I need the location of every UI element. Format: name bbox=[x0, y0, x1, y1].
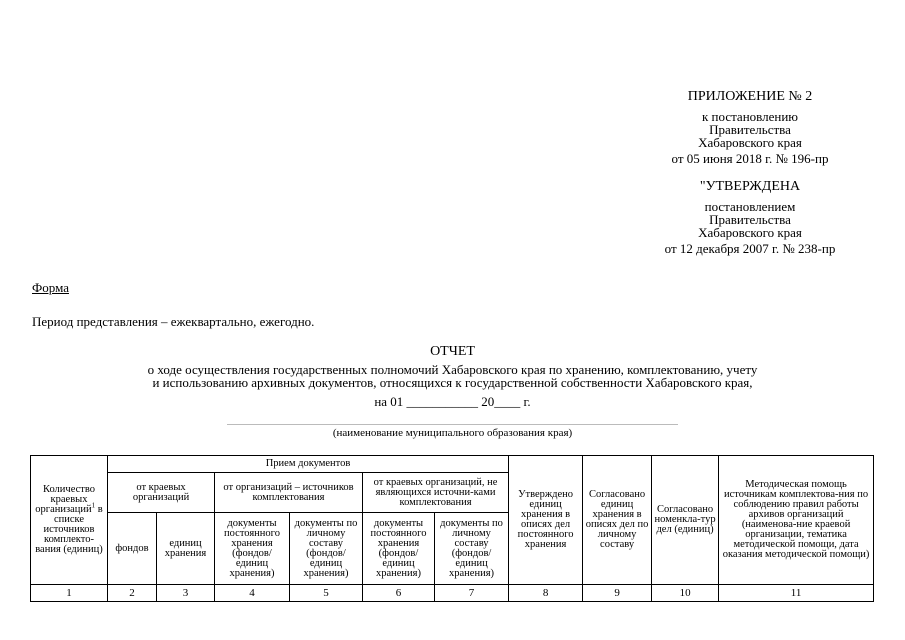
header-cell-agreed-units: Согласовано единиц хранения в описях дел по личному составу bbox=[583, 456, 652, 585]
column-number: 1 bbox=[31, 585, 108, 602]
column-number: 6 bbox=[363, 585, 435, 602]
column-numbers-row bbox=[31, 585, 874, 602]
header-cell-perm-docs-sources: документы постоянного хранения (фондов/ единиц хранения) bbox=[215, 513, 290, 585]
appendix-line: к постановлению bbox=[701, 109, 799, 124]
header-cell-organizations-count-text: Количество краевых организаций bbox=[35, 484, 96, 515]
municipal-name-line bbox=[227, 424, 678, 425]
column-number: 2 bbox=[108, 585, 157, 602]
header-cell-personnel-docs-sources: документы по личному составу (фондов/ единиц хранения) bbox=[290, 513, 363, 585]
column-number: 9 bbox=[583, 585, 652, 602]
header-cell-methodical-help: Методическая помощь источникам комплектова-ния по соблюдению правил работы архивов организаций (наименова-ние краевой организации, тематика методической помощи, дата оказания методической помощи) bbox=[719, 456, 874, 585]
header-cell-funds: фондов bbox=[108, 513, 157, 585]
header-cell-perm-docs-nonsources: документы постоянного хранения (фондов/ единиц хранения) bbox=[363, 513, 435, 585]
column-number: 4 bbox=[215, 585, 290, 602]
header-cell-approved-units: Утверждено единиц хранения в описях дел постоянного хранения bbox=[509, 456, 583, 585]
column-number: 7 bbox=[435, 585, 509, 602]
approved-line: Правительства bbox=[709, 212, 791, 227]
column-number: 5 bbox=[290, 585, 363, 602]
appendix-title: ПРИЛОЖЕНИЕ № 2 bbox=[687, 89, 813, 104]
footnote-marker: 1 bbox=[91, 501, 96, 510]
form-label: Форма bbox=[32, 280, 69, 295]
column-number: 8 bbox=[509, 585, 583, 602]
report-subtitle bbox=[60, 363, 845, 389]
header-cell-storage-units: единиц хранения bbox=[157, 513, 215, 585]
header-cell-agreed-nomenclatures: Согласовано номенкла-тур дел (единиц) bbox=[652, 456, 719, 585]
approved-line: постановлением bbox=[704, 199, 796, 214]
approved-block bbox=[630, 179, 870, 255]
report-date-line: на 01 ___________ 20____ г. bbox=[374, 394, 531, 409]
appendix-line: Хабаровского края bbox=[698, 135, 802, 150]
report-subtitle-line: о ходе осуществления государственных полномочий Хабаровского края по хранению, комплектованию, учету bbox=[147, 362, 758, 377]
report-subtitle-line: и использованию архивных документов, относящихся к государственной собственности Хабаровского края, bbox=[152, 375, 753, 390]
appendix-line: Правительства bbox=[709, 122, 791, 137]
appendix-block bbox=[630, 89, 870, 165]
header-cell-reception: Прием документов bbox=[108, 456, 509, 473]
column-number: 3 bbox=[157, 585, 215, 602]
column-number: 11 bbox=[719, 585, 874, 602]
approved-line: Хабаровского края bbox=[698, 225, 802, 240]
period-text: Период представления – ежеквартально, ежегодно. bbox=[32, 314, 315, 329]
header-cell-from-nonsources: от краевых организаций, не являющихся источни-ками комплектования bbox=[363, 473, 509, 513]
header-cell-from-regional: от краевых организаций bbox=[108, 473, 215, 513]
appendix-line: от 05 июня 2018 г. № 196-пр bbox=[671, 151, 829, 166]
approved-title: "УТВЕРЖДЕНА bbox=[699, 179, 801, 194]
approved-line: от 12 декабря 2007 г. № 238-пр bbox=[664, 241, 836, 256]
municipal-caption: (наименование муниципального образования края) bbox=[332, 427, 573, 439]
report-title: ОТЧЕТ bbox=[430, 344, 475, 359]
header-cell-from-sources: от организаций – источников комплектования bbox=[215, 473, 363, 513]
report-table bbox=[30, 455, 874, 602]
header-cell-organizations-count bbox=[31, 456, 108, 585]
header-cell-personnel-docs-nonsources: документы по личному составу (фондов/ единиц хранения) bbox=[435, 513, 509, 585]
column-number: 10 bbox=[652, 585, 719, 602]
header-cell-organizations-count-rest: в списке источников комплекто-вания (единиц) bbox=[35, 504, 103, 555]
